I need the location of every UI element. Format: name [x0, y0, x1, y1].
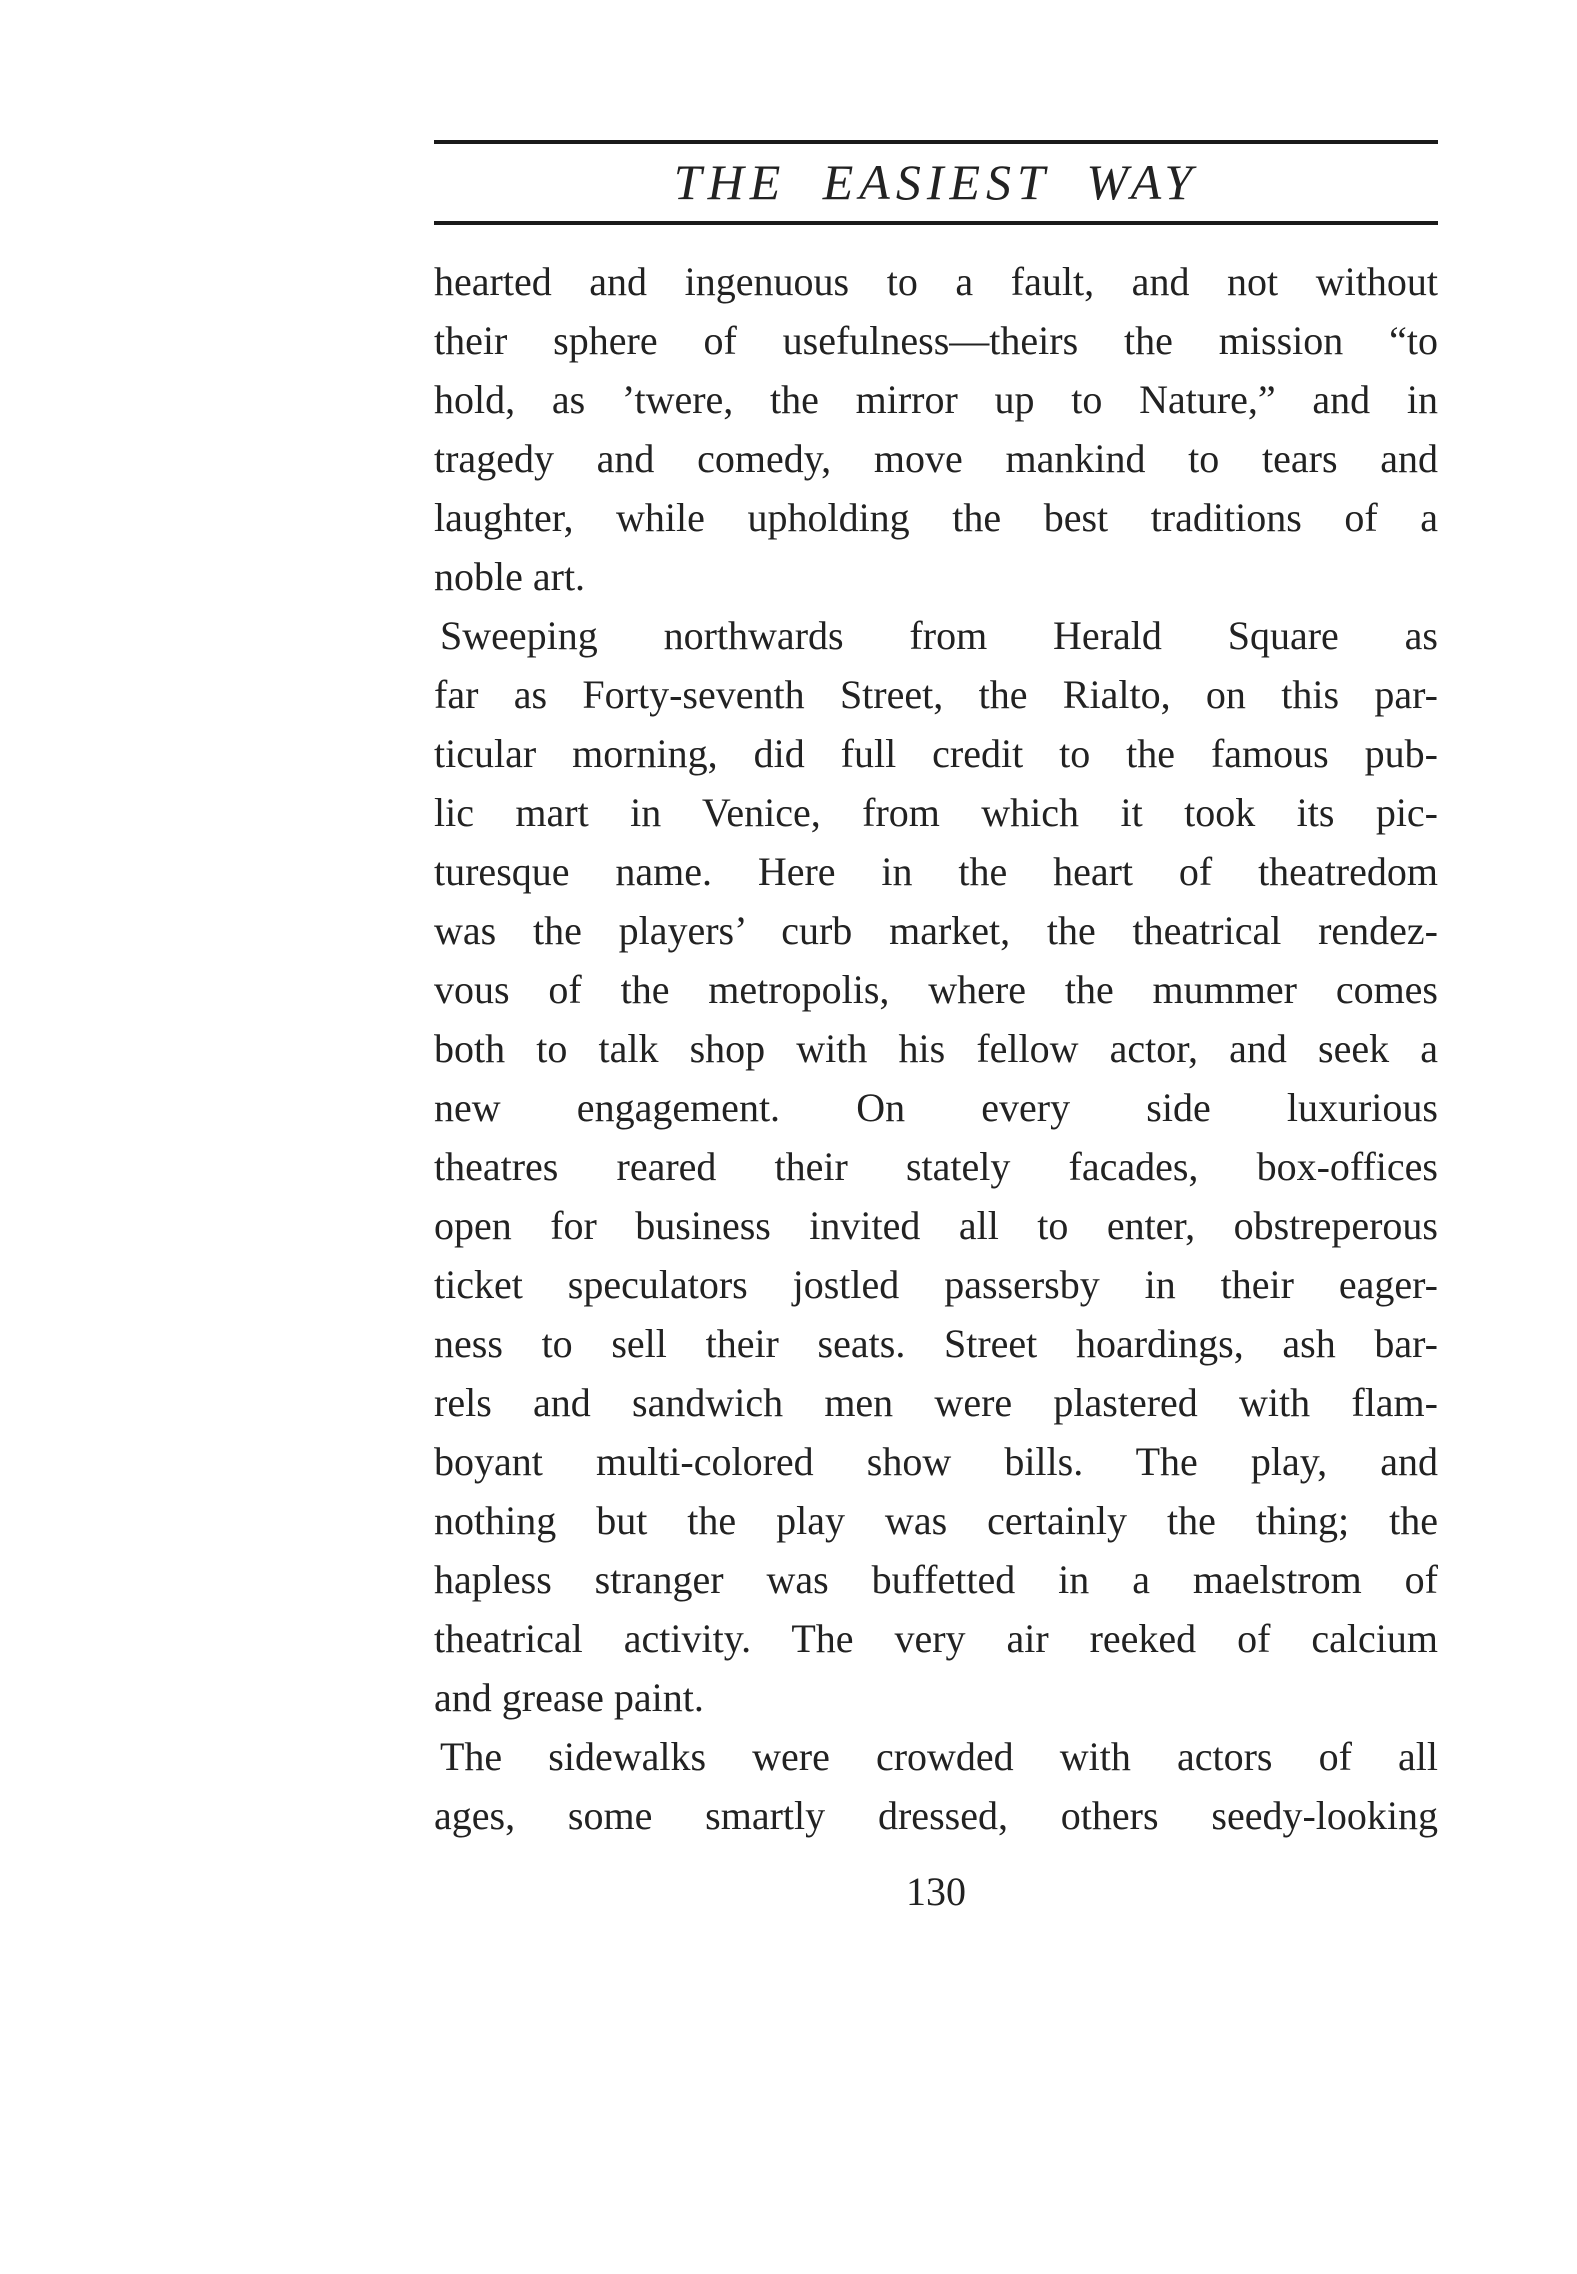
- text-line: tragedy and comedy, move mankind to tears and: [434, 436, 1438, 481]
- text-line: was the players’ curb market, the theatrical rendez-: [434, 908, 1438, 953]
- text-line: The sidewalks were crowded with actors of all: [440, 1734, 1438, 1779]
- text-line: open for business invited all to enter, obstreperous: [434, 1203, 1438, 1248]
- body-text: [434, 252, 1438, 1845]
- text-line: laughter, while upholding the best traditions of a: [434, 495, 1438, 540]
- text-line: ages, some smartly dressed, others seedy-looking: [434, 1793, 1438, 1838]
- page-number: 130: [906, 1869, 966, 1914]
- header-rule-top: [434, 140, 1438, 144]
- paragraph: [434, 1727, 1438, 1845]
- text-line: hearted and ingenuous to a fault, and not without: [434, 259, 1438, 304]
- text-line: their sphere of usefulness—theirs the mission “to: [434, 318, 1438, 363]
- text-line: Sweeping northwards from Herald Square as: [440, 613, 1438, 658]
- text-line: rels and sandwich men were plastered with flam-: [434, 1380, 1438, 1425]
- text-line: noble art.: [434, 554, 586, 599]
- text-line: new engagement. On every side luxurious: [434, 1085, 1438, 1130]
- text-line: lic mart in Venice, from which it took its pic-: [434, 790, 1438, 835]
- header-rule-bottom: [434, 221, 1438, 225]
- text-line: boyant multi-colored show bills. The play, and: [434, 1439, 1438, 1484]
- text-line: hold, as ’twere, the mirror up to Nature,” and in: [434, 377, 1438, 422]
- text-line: and grease paint.: [434, 1675, 704, 1720]
- text-line: both to talk shop with his fellow actor, and seek a: [434, 1026, 1438, 1071]
- text-line: far as Forty-seventh Street, the Rialto, on this par-: [434, 672, 1438, 717]
- text-line: vous of the metropolis, where the mummer comes: [434, 967, 1438, 1012]
- text-line: nothing but the play was certainly the thing; the: [434, 1498, 1438, 1543]
- text-line: ticket speculators jostled passersby in their eager-: [434, 1262, 1438, 1307]
- text-line: ness to sell their seats. Street hoardings, ash bar-: [434, 1321, 1438, 1366]
- paragraph: [434, 606, 1438, 1727]
- paragraph: [434, 252, 1438, 606]
- text-line: theatres reared their stately facades, box-offices: [434, 1144, 1438, 1189]
- text-line: ticular morning, did full credit to the famous pub-: [434, 731, 1438, 776]
- running-title: THE EASIEST WAY: [673, 154, 1199, 210]
- text-line: turesque name. Here in the heart of theatredom: [434, 849, 1438, 894]
- text-line: theatrical activity. The very air reeked of calcium: [434, 1616, 1438, 1661]
- text-line: hapless stranger was buffetted in a maelstrom of: [434, 1557, 1438, 1602]
